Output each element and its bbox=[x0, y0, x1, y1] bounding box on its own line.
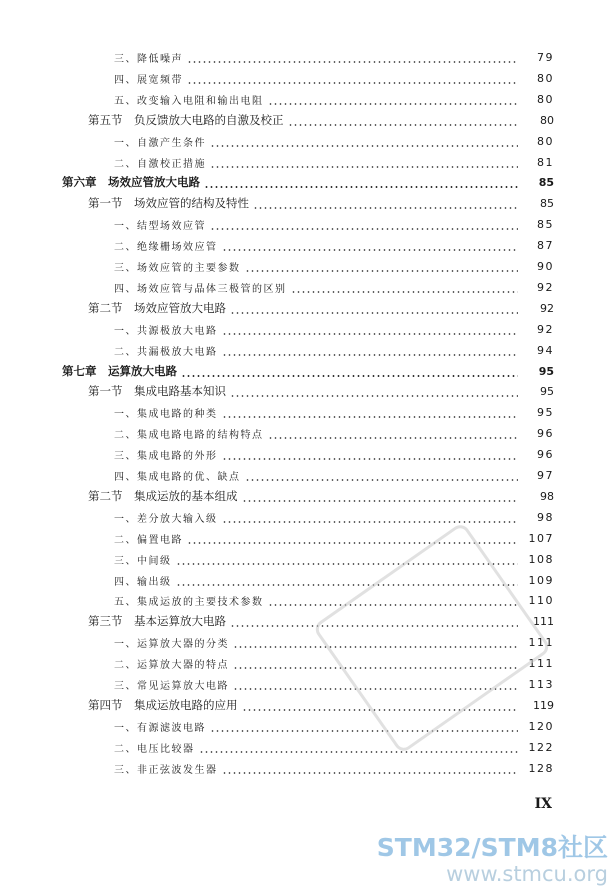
toc-title: 二、自激校正措施 bbox=[114, 158, 206, 170]
dot-leader bbox=[288, 110, 519, 130]
toc-page-number: 90 bbox=[537, 259, 554, 273]
dot-leader bbox=[222, 340, 519, 360]
toc-section bbox=[0, 193, 614, 213]
toc-page-number: 80 bbox=[540, 113, 554, 127]
toc-page-number: 107 bbox=[528, 531, 554, 545]
toc-title: 三、降低噪声 bbox=[114, 53, 183, 65]
toc-section bbox=[0, 381, 614, 401]
toc-section bbox=[0, 298, 614, 318]
toc-page-number: 92 bbox=[537, 280, 554, 294]
toc-chapter bbox=[0, 172, 614, 192]
toc-item bbox=[0, 47, 614, 67]
toc-title: 一、集成电路的种类 bbox=[114, 408, 218, 420]
toc-title: 一、差分放大输入级 bbox=[114, 513, 218, 525]
site-watermark bbox=[377, 834, 608, 886]
dot-leader bbox=[222, 319, 519, 339]
toc-item bbox=[0, 507, 614, 527]
toc-page-number: 80 bbox=[537, 71, 554, 85]
toc-page-number: 122 bbox=[528, 740, 554, 754]
toc-title: 四、集成电路的优、缺点 bbox=[114, 471, 241, 483]
dot-leader bbox=[245, 465, 519, 485]
toc-page-number: 92 bbox=[540, 301, 554, 315]
toc-page-number: 80 bbox=[537, 134, 554, 148]
dot-leader bbox=[268, 423, 519, 443]
dot-leader bbox=[253, 193, 518, 213]
toc-item bbox=[0, 277, 614, 297]
toc-item bbox=[0, 152, 614, 172]
toc-title: 第一节 场效应管的结构及特性 bbox=[88, 196, 249, 210]
toc-section bbox=[0, 110, 614, 130]
toc-item bbox=[0, 737, 614, 757]
dot-leader bbox=[222, 758, 519, 778]
toc-title: 四、输出级 bbox=[114, 576, 172, 588]
toc-title: 第三节 基本运算放大电路 bbox=[88, 614, 226, 628]
toc-title: 五、改变输入电阻和输出电阻 bbox=[114, 95, 264, 107]
toc-page-number: 92 bbox=[537, 322, 554, 336]
toc-item bbox=[0, 423, 614, 443]
toc-title: 四、展宽频带 bbox=[114, 74, 183, 86]
toc-page-number: 87 bbox=[537, 238, 554, 252]
toc-title: 五、集成运放的主要技术参数 bbox=[114, 596, 264, 608]
toc-page-number: 96 bbox=[537, 426, 554, 440]
toc-title: 第六章 场效应管放大电路 bbox=[62, 175, 200, 189]
toc-item bbox=[0, 89, 614, 109]
dot-leader bbox=[222, 235, 519, 255]
toc-section bbox=[0, 486, 614, 506]
toc-item bbox=[0, 340, 614, 360]
toc-title: 第五节 负反馈放大电路的自激及校正 bbox=[88, 113, 284, 127]
toc-item bbox=[0, 402, 614, 422]
toc-page-number: 79 bbox=[537, 50, 554, 64]
toc-item bbox=[0, 444, 614, 464]
toc-title: 二、运算放大器的特点 bbox=[114, 659, 229, 671]
toc-page-number: 120 bbox=[528, 719, 554, 733]
toc-title: 一、有源滤波电路 bbox=[114, 722, 206, 734]
watermark-brand: STM32/STM8社区 bbox=[376, 833, 608, 862]
toc-title: 三、中间级 bbox=[114, 555, 172, 567]
toc-item bbox=[0, 716, 614, 736]
toc-page-number: 111 bbox=[528, 656, 554, 670]
toc-title: 四、场效应管与晶体三极管的区别 bbox=[114, 283, 287, 295]
toc-title: 一、共源极放大电路 bbox=[114, 325, 218, 337]
toc-page-number: 96 bbox=[537, 447, 554, 461]
toc-page-number: 81 bbox=[537, 155, 554, 169]
dot-leader bbox=[222, 444, 519, 464]
toc-item bbox=[0, 131, 614, 151]
toc-title: 三、场效应管的主要参数 bbox=[114, 262, 241, 274]
toc-title: 一、自激产生条件 bbox=[114, 137, 206, 149]
toc-item bbox=[0, 256, 614, 276]
watermark-url: www.stmcu.org bbox=[446, 862, 608, 886]
toc-item bbox=[0, 214, 614, 234]
toc-item bbox=[0, 674, 614, 694]
dot-leader bbox=[268, 89, 519, 109]
toc-title: 二、绝缘栅场效应管 bbox=[114, 241, 218, 253]
toc-title: 二、集成电路电路的结构特点 bbox=[114, 429, 264, 441]
toc-item bbox=[0, 235, 614, 255]
toc-title: 第二节 场效应管放大电路 bbox=[88, 301, 226, 315]
dot-leader bbox=[199, 737, 519, 757]
toc-item bbox=[0, 549, 614, 569]
toc-page-number: 128 bbox=[528, 761, 554, 775]
dot-leader bbox=[242, 486, 519, 506]
toc-page-number: 108 bbox=[528, 552, 554, 566]
toc-page-number: 85 bbox=[537, 217, 554, 231]
toc-title: 第四节 集成运放电路的应用 bbox=[88, 698, 238, 712]
toc-page-number: 109 bbox=[528, 573, 554, 587]
dot-leader bbox=[210, 214, 518, 234]
toc-page-number: 95 bbox=[540, 384, 554, 398]
toc-item bbox=[0, 465, 614, 485]
toc-title: 第七章 运算放大电路 bbox=[62, 364, 177, 378]
dot-leader bbox=[187, 47, 518, 67]
toc-title: 一、结型场效应管 bbox=[114, 220, 206, 232]
toc-title: 三、常见运算放大电路 bbox=[114, 680, 229, 692]
dot-leader bbox=[230, 381, 518, 401]
dot-leader bbox=[291, 277, 519, 297]
dot-leader bbox=[222, 402, 519, 422]
toc-title: 三、集成电路的外形 bbox=[114, 450, 218, 462]
toc-item bbox=[0, 570, 614, 590]
toc-page-number: 110 bbox=[528, 593, 554, 607]
toc-page-number: 94 bbox=[537, 343, 554, 357]
dot-leader bbox=[210, 152, 518, 172]
toc-page-number: 95 bbox=[537, 405, 554, 419]
toc-title: 第二节 集成运放的基本组成 bbox=[88, 489, 238, 503]
toc-page-number: 98 bbox=[540, 489, 554, 503]
dot-leader bbox=[210, 716, 518, 736]
toc-title: 二、共漏极放大电路 bbox=[114, 346, 218, 358]
toc-page-number: 80 bbox=[537, 92, 554, 106]
toc-chapter bbox=[0, 361, 614, 381]
toc-page-number: 85 bbox=[540, 196, 554, 210]
toc-page-number: 111 bbox=[533, 614, 554, 628]
page-number: IX bbox=[534, 796, 552, 812]
toc-item bbox=[0, 758, 614, 778]
toc-item bbox=[0, 319, 614, 339]
toc-page-number: 113 bbox=[528, 677, 554, 691]
dot-leader bbox=[230, 298, 518, 318]
dot-leader bbox=[204, 172, 518, 192]
dot-leader bbox=[181, 361, 518, 381]
toc-section bbox=[0, 695, 614, 715]
toc-title: 二、电压比较器 bbox=[114, 743, 195, 755]
toc-item bbox=[0, 68, 614, 88]
toc-page-number: 111 bbox=[528, 635, 554, 649]
toc-title: 一、运算放大器的分类 bbox=[114, 638, 229, 650]
toc-page-number: 85 bbox=[538, 175, 554, 189]
toc-title: 三、非正弦波发生器 bbox=[114, 764, 218, 776]
dot-leader bbox=[210, 131, 518, 151]
toc-page-number: 97 bbox=[537, 468, 554, 482]
dot-leader bbox=[187, 68, 518, 88]
toc-title: 第一节 集成电路基本知识 bbox=[88, 384, 226, 398]
toc-page-number: 119 bbox=[533, 698, 554, 712]
toc-page-number: 98 bbox=[537, 510, 554, 524]
toc-page-number: 95 bbox=[538, 364, 554, 378]
dot-leader bbox=[222, 507, 519, 527]
dot-leader bbox=[245, 256, 519, 276]
toc-title: 二、偏置电路 bbox=[114, 534, 183, 546]
toc-item bbox=[0, 528, 614, 548]
